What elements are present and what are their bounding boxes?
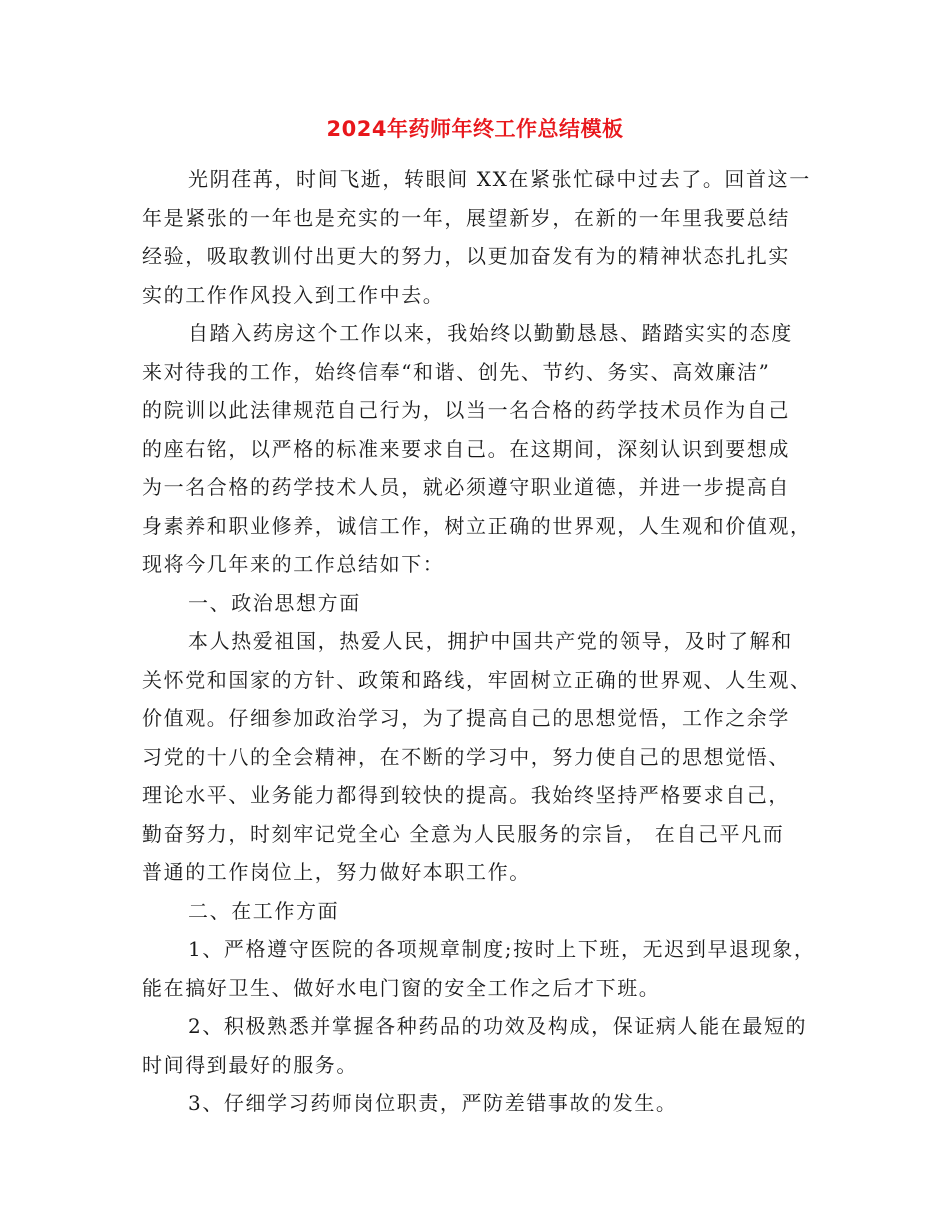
text-line: 二、在工作方面: [188, 898, 340, 923]
text-line: 3、仔细学习药师岗位职责，严防差错事故的发生。: [188, 1091, 678, 1115]
document-body: [142, 160, 816, 1123]
text-line: 普通的工作岗位上，努力做好本职工作。: [142, 860, 531, 884]
text-line: 身素养和职业修养，诚信工作，树立正确的世界观，人生观和价值观，: [142, 513, 812, 538]
text-line: 为一名合格的药学技术人员，就必须遵守职业道德，并进一步提高自: [142, 475, 790, 499]
text-line: 习党的十八的全会精神，在不断的学习中，努力使自己的思想觉悟、: [142, 744, 790, 769]
text-line: 来对待我的工作，始终信奉“和谐、创先、节约、务实、高效廉洁”: [142, 359, 771, 384]
text-line: 1、严格遵守医院的各项规章制度;按时上下班，无迟到早退现象，: [188, 937, 816, 961]
text-line: 勤奋努力，时刻牢记党全心 全意为人民服务的宗旨， 在自己平凡而: [142, 821, 785, 846]
text-line: 理论水平、业务能力都得到较快的提高。我始终坚持严格要求自己，: [142, 783, 790, 807]
document-title: 2024年药师年终工作总结模板: [326, 117, 624, 141]
text-line: 2、积极熟悉并掌握各种药品的功效及构成，保证病人能在最短的: [188, 1014, 808, 1038]
text-line: 价值观。仔细参加政治学习，为了提高自己的思想觉悟，工作之余学: [142, 706, 790, 730]
text-line: 自踏入药房这个工作以来，我始终以勤勤恳恳、踏踏实实的态度: [188, 321, 793, 345]
text-line: 本人热爱祖国，热爱人民，拥护中国共产党的领导，及时了解和: [188, 629, 793, 653]
text-line: 经验，吸取教训付出更大的努力，以更加奋发有为的精神状态扎扎实: [142, 244, 790, 268]
text-line: 能在搞好卫生、做好水电门窗的安全工作之后才下班。: [142, 975, 661, 1000]
text-line: 现将今几年来的工作总结如下：: [142, 552, 445, 576]
text-line: 时间得到最好的服务。: [142, 1052, 358, 1077]
text-line: 关怀党和国家的方针、政策和路线，牢固树立正确的世界观、人生观、: [142, 667, 812, 692]
text-line: 一、政治思想方面: [188, 590, 361, 615]
text-line: 的院训以此法律规范自己行为，以当一名合格的药学技术员作为自己: [142, 398, 790, 422]
text-line: 的座右铭，以严格的标准来要求自己。在这期间，深刻认识到要想成: [142, 436, 790, 461]
text-line: 年是紧张的一年也是充实的一年，展望新岁，在新的一年里我要总结: [142, 205, 790, 230]
text-line: 光阴荏苒，时间飞逝，转眼间 XX在紧张忙碌中过去了。回首这一: [188, 167, 811, 191]
text-line: 实的工作作风投入到工作中去。: [142, 282, 445, 307]
